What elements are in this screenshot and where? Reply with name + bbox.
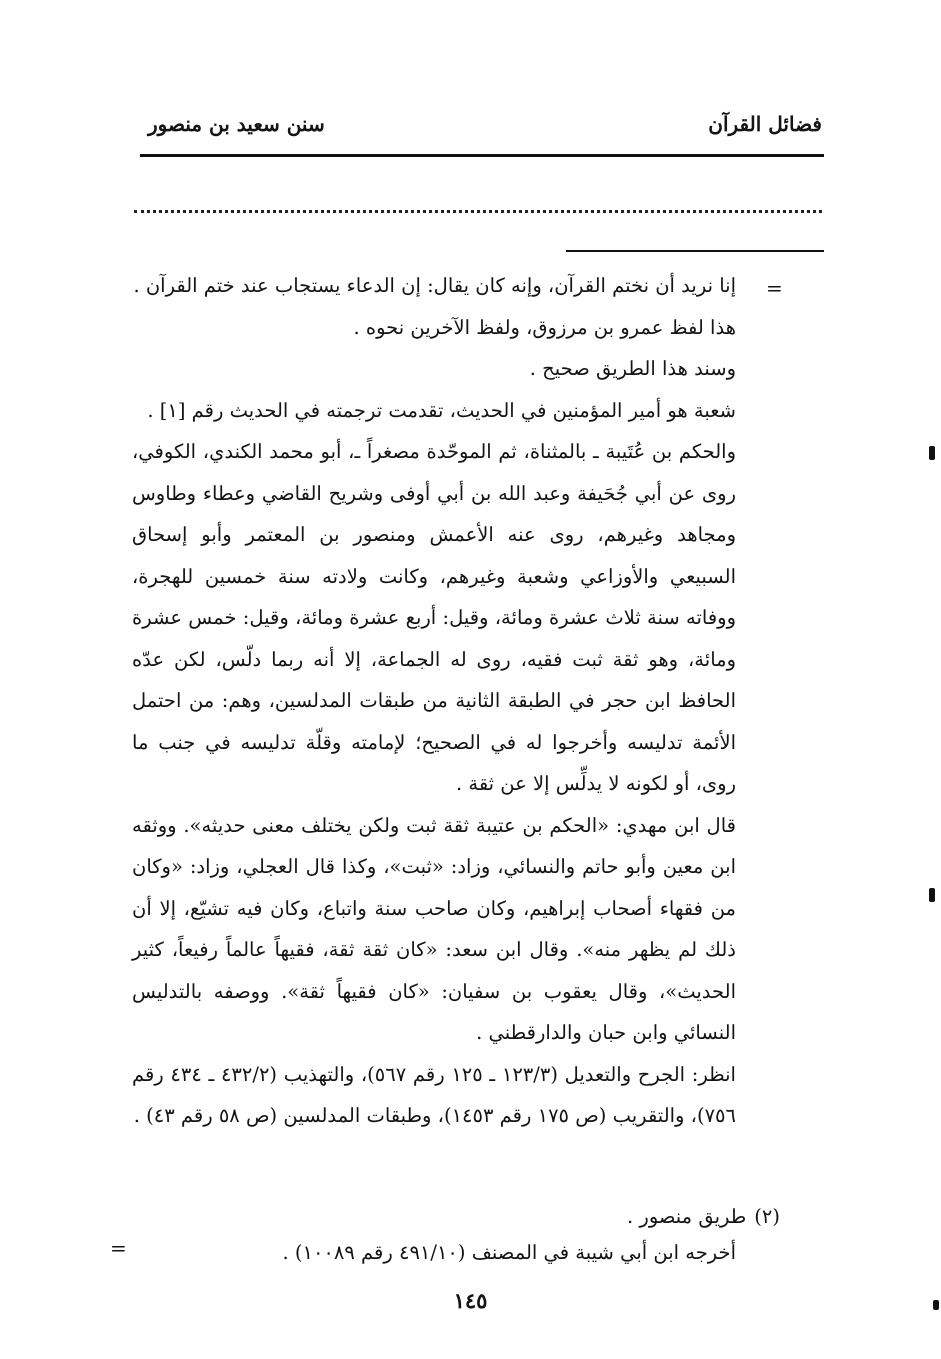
- paragraph-1: إنا نريد أن نختم القرآن، وإنه كان يقال: إن الدعاء يستجاب عند ختم القرآن .: [133, 274, 736, 297]
- section-title: فضائل القرآن: [708, 112, 822, 136]
- note-number: (٢): [754, 1205, 780, 1228]
- binding-mark: [929, 446, 935, 460]
- paragraph-5: والحكم بن عُتَيبة ـ بالمثناة، ثم الموحّدة مصغراً ـ، أبو محمد الكندي، الكوفي، روى عن أبي جُحَيفة وعبد الله بن أبي أوفى وشريح القاضي وعطاء وطاوس ومجاهد وغيرهم، روى عنه الأعمش ومنصور بن المعتمر وأبو إسحاق السبيعي والأوزاعي وشعبة وغيرهم، وكانت ولادته سنة خمسين للهجرة، ووفاته سنة ثلاث عشرة ومائة، وقيل: أربع عشرة ومائة، وقيل: خمس عشرة ومائة، وهو ثقة ثبت فقيه، روى له الجماعة، إلا أنه ربما دلّس، لكن عدّه الحافظ ابن حجر في الطبقة الثانية من طبقات المدلسين، وهم: من احتمل الأئمة تدليسه وأخرجوا له في الصحيح؛ لإمامته وقلّة تدليسه في جنب ما روى، أو لكونه لا يدلِّس إلا عن ثقة .: [132, 440, 736, 795]
- paragraph-3: وسند هذا الطريق صحيح .: [529, 357, 736, 380]
- paragraph-2: هذا لفظ عمرو بن مرزوق، ولفظ الآخرين نحوه .: [353, 315, 736, 339]
- running-header: [140, 112, 824, 144]
- paragraph-4: شعبة هو أمير المؤمنين في الحديث، تقدمت ترجمته في الحديث رقم [١] .: [147, 398, 736, 422]
- continuation-mark-bottom: =: [110, 1236, 127, 1260]
- book-title: سنن سعيد بن منصور: [148, 112, 325, 136]
- page-number: ١٤٥: [453, 1288, 488, 1313]
- binding-mark: [933, 1300, 939, 1310]
- paragraph-6: قال ابن مهدي: «الحكم بن عتيبة ثقة ثبت ولكن يختلف معنى حديثه». ووثقه ابن معين وأبو حاتم والنسائي، وزاد: «ثبت»، وكذا قال العجلي، وزاد: «وكان من فقهاء أصحاب إبراهيم، وكان صاحب سنة واتباع، وكان فيه تشيّع، إلا أن ذلك لم يظهر منه». وقال ابن سعد: «كان ثقة ثقة، فقيهاً عالماً رفيعاً، كثير الحديث»، وقال يعقوب بن سفيان: «كان فقيهاً ثقة». ووصفه بالتدليس النسائي وابن حبان والدارقطني .: [132, 813, 736, 1044]
- note-text: أخرجه ابن أبي شيبة في المصنف (٤٩١/١٠ رقم ١٠٠٨٩) .: [282, 1241, 736, 1264]
- note-text: طريق منصور .: [627, 1205, 747, 1228]
- note-2: [200, 1196, 780, 1237]
- note-2-source: [200, 1232, 736, 1273]
- header-rule: [140, 154, 824, 157]
- footnote-body: [132, 265, 736, 1137]
- paragraph-7: انظر: الجرح والتعديل (١٢٣/٣ ـ ١٢٥ رقم ٥٦٧)، والتهذيب (٤٣٢/٢ ـ ٤٣٤ رقم ٧٥٦)، والتقريب (ص ١٧٥ رقم ١٤٥٣)، وطبقات المدلسين (ص ٥٨ رقم ٤٣) .: [132, 1062, 736, 1127]
- footnote-rule: [566, 250, 824, 252]
- dotted-separator: [134, 210, 822, 213]
- continuation-mark-top: =: [766, 276, 783, 300]
- binding-mark: [929, 888, 935, 902]
